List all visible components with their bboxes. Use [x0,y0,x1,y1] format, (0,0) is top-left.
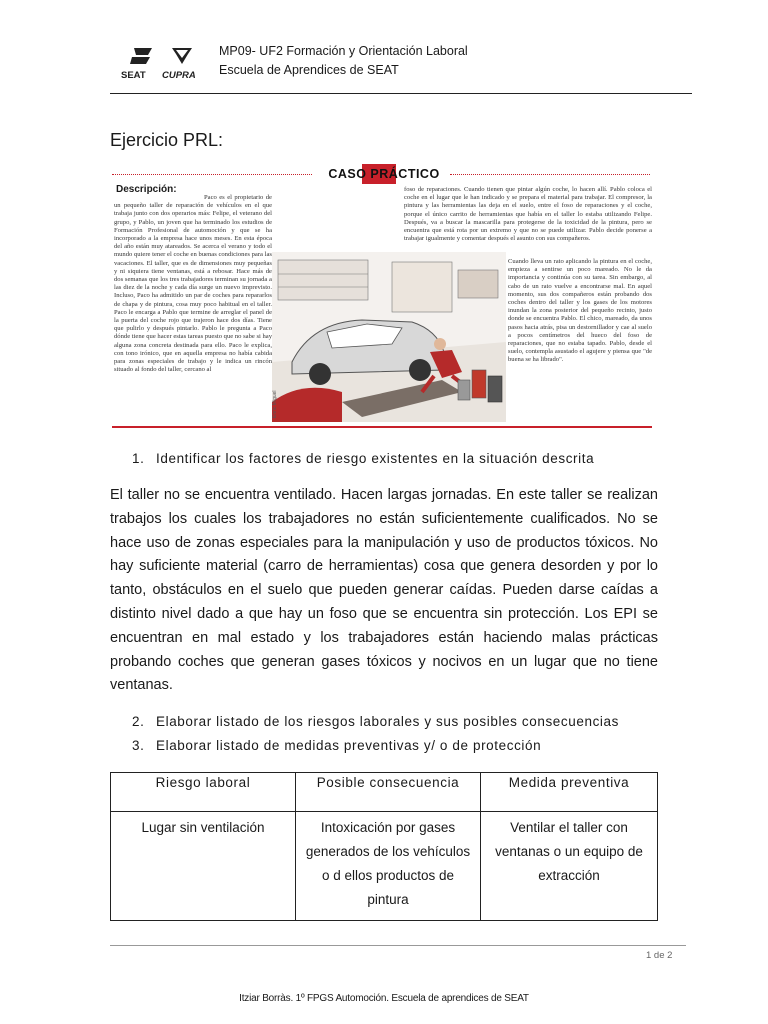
header-subject: MP09- UF2 Formación y Orientación Laboral [219,44,468,58]
table-cell-measure: Ventilar el taller con ventanas o un equipo de extracción [481,812,658,921]
question-2 [132,714,619,729]
page-title: Ejercicio PRL: [110,130,224,150]
case-study-image [108,162,654,430]
case-text-col1: Paco es el propietario de un pequeño taller de reparación de vehículos en el que trabaja junto con dos operarios más: Felipe, el veterano del grupo, y Pablo, un joven que ha terminado los estudios de Formación Profesional de automoción y que se ha incorporado a la empresa hace unos meses. En esta época del año están muy atareados. Se acerca el verano y todo el mundo quiere tener el coche en buenas condiciones para las vacaciones. El taller, que es de dimensiones muy pequeñas y ni siquiera tiene ventanas, está a rebosar. Hace más de dos semanas que los tres trabajadores terminan su jornada a las diez de la noche y cada día surge un nuevo imprevisto. Incluso, Paco ha admitido un par de coches para repararlos de chapa y de pintura, cosa muy poco habitual en el taller. Paco le encarga a Pablo que termine de arreglar el panel de la puerta del coche rojo que trajeron hace dos días. Tiene que pulirlo y después pintarlo. Pablo le pregunta a Paco dónde tiene que hacer estas tareas puesto que no sabe si hay alguna zona concreta destinada para ello. Paco le explica, con tono irónico, que en aquella empresa no había cabida para zonas especiales de trabajo y le indica un rincón situado al fondo del taller, cercano al [114,194,272,374]
question-2-number: 2. [132,714,145,729]
table-header-row [111,773,658,812]
case-text-col2: foso de reparaciones. Cuando tienen que pintar algún coche, lo hacen allí. Pablo coloca el coche en el lugar que le han indicado y se prepara el material para trabajar. El compresor, la pintura y las herramientas las deja en el suelo, entre el foso de reparaciones y el coche, porque el único carrito de herramientas que había en el taller lo estaba utilizando Felipe. Después, va a buscar la mascarilla para protegerse de la toxicidad de la pintura, pero se encuentra que está rota por un extremo y que no se puede utilizar. Pablo decide ponerse a trabajar igualmente y comentar después el asunto con sus compañeros. [404,186,652,243]
question-3-number: 3. [132,738,145,753]
cupra-wordmark: CUPRA [162,70,196,81]
question-3 [132,738,541,753]
footer-text: Itziar Borràs. 1º FPGS Automoción. Escuela de aprendices de SEAT [239,993,529,1004]
case-bottom-rule [112,426,652,428]
question-1-text: Identificar los factores de riesgo existentes en la situación descrita [156,451,595,466]
banner-dotted-left [112,174,312,175]
description-label: Descripción: [116,184,177,195]
answer-1-paragraph: El taller no se encuentra ventilado. Hacen largas jornadas. En este taller se realizan trabajos los cuales los trabajadores no están suficientemente cualificados. No se hace uso de zonas especiales para la manipulación y uso de productos tóxicos. No hay suficiente material (carro de herramientas) cosa que genera desorden y por lo tanto, obstáculos en el suelo que pueden generar caídas. Pueden darse caídas a distinto nivel dado a que hay un foso que se encuentra sin protección. Los EPI se encuentran en mal estado y los trabajadores están haciendo malas prácticas probando coches que generan gases tóxicos y nocivos en un lugar que no tiene ventanas. [110,487,658,694]
risk-table [110,772,658,921]
question-1 [132,451,594,466]
seat-wordmark: SEAT [121,70,146,81]
table-cell-consequence: Intoxicación por gases generados de los vehículos o d ellos productos de pintura [296,812,481,921]
footer-divider [110,945,686,946]
logos-icon [118,44,214,82]
table-header-risk: Riesgo laboral [111,773,296,812]
case-banner [320,164,448,184]
table-header-consequence: Posible consecuencia [296,773,481,812]
question-3-text: Elaborar listado de medidas preventivas y/ o de protección [156,738,542,753]
table-header-measure: Medida preventiva [481,773,658,812]
banner-dotted-right [450,174,650,175]
question-1-number: 1. [132,451,145,466]
case-text-col3: Cuando lleva un rato aplicando la pintura en el coche, empieza a sentirse un poco mareado. No le da importancia y continúa con su tarea. Sin embargo, al cabo de un rato vuelve a encontrarse mal. En aquel momento, sus dos compañeros están probando dos coches dentro del taller y los gases de los motores inundan la zona posterior del pequeño recinto, justo donde se encuentra Pablo. El chico, mareado, da unos pasos hacia atrás, pisa un destornillador y cae al suelo a pocos centímetros del hueco del foso de reparaciones, que no estaba tapado. Pablo, desde el suelo, contempla asustado el agujere y piensa que "de buena se ha librado". [508,258,652,364]
table-row [111,812,658,921]
illustrator-signature: Enric Miguel [272,390,278,418]
seat-cupra-logo [118,44,214,82]
header-divider [110,93,692,94]
workshop-illustration [272,252,506,422]
header-school: Escuela de Aprendices de SEAT [219,63,399,77]
page-number: 1 de 2 [646,950,673,961]
table-cell-risk: Lugar sin ventilación [111,812,296,921]
banner-text: CASO PRÁCTICO [328,167,440,181]
question-2-text: Elaborar listado de los riesgos laborales y sus posibles consecuencias [156,714,619,729]
